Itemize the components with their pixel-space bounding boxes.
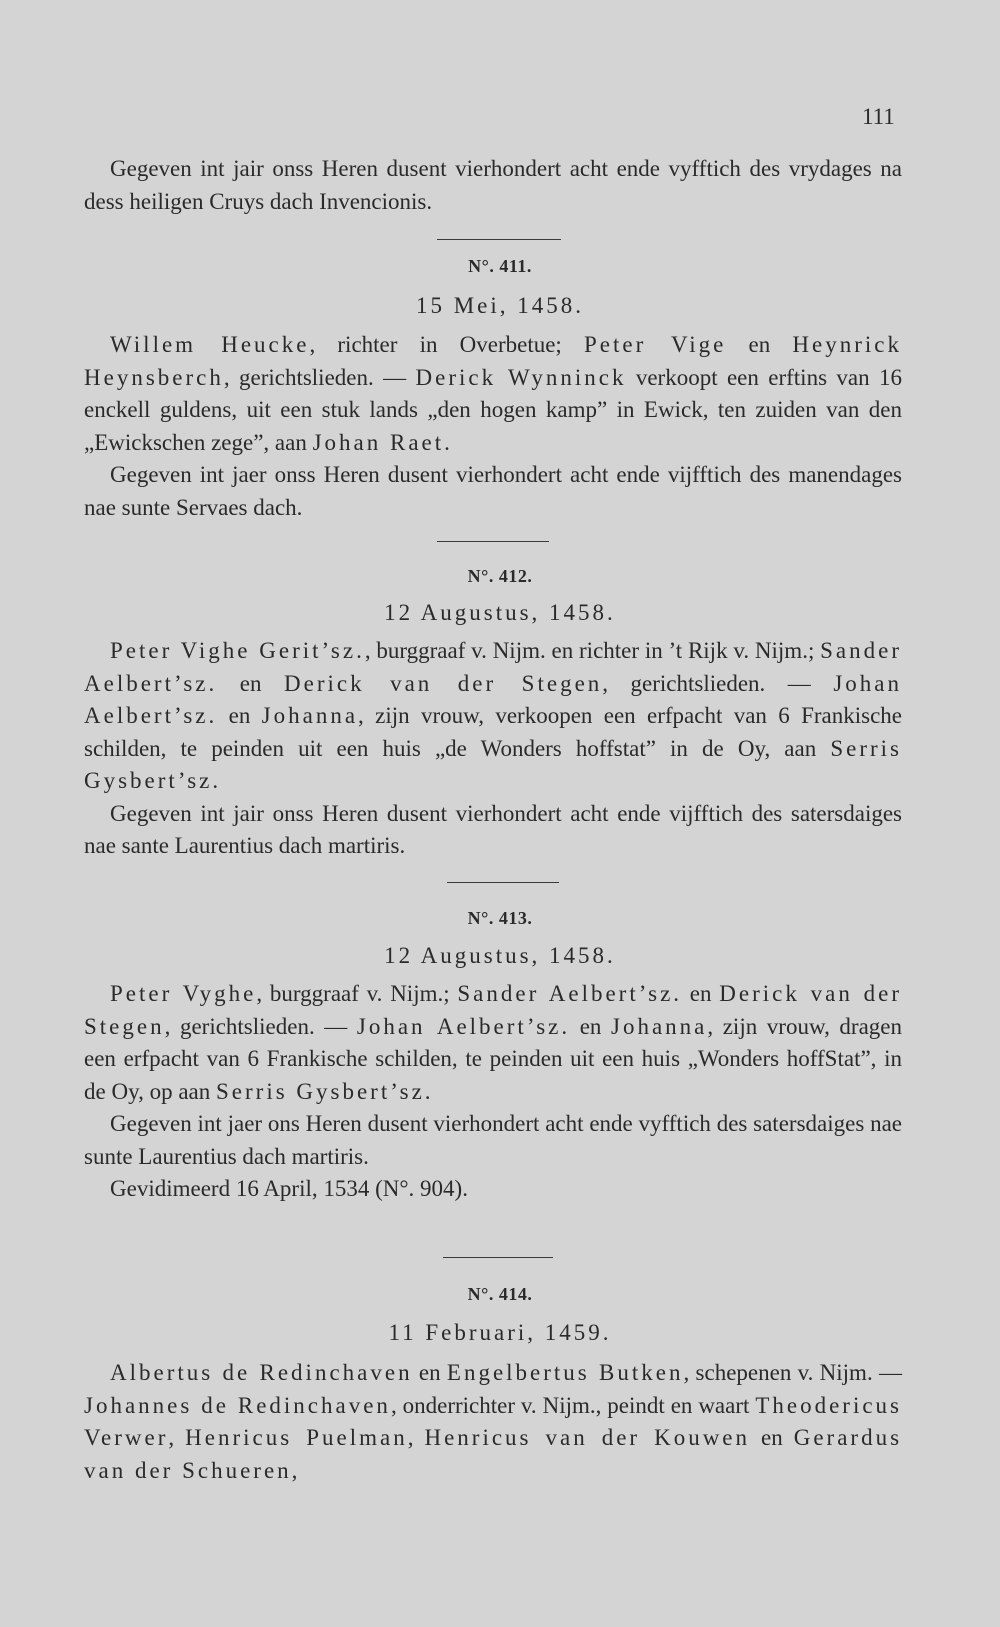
entry-body xyxy=(84,635,902,798)
body-text: en xyxy=(726,332,793,357)
entry-date: 11 Februari, 1459. xyxy=(388,1320,612,1345)
body-text: verkoopt een erftins van 16 enckell guldens, uit een stuk lands „den hogen kamp” in Ewick, ten zuiden van den „Ewickschen zege”, aan xyxy=(84,364,902,455)
person-name: Albertus de Redinchaven xyxy=(110,1360,413,1385)
person-name: Gerardus van der Schueren xyxy=(84,1425,903,1483)
entry-number: N°. 412. xyxy=(467,566,533,586)
entry-date: 15 Mei, 1458. xyxy=(415,293,585,318)
vidimus-text: Gevidimeerd 16 April, 1534 (N°. 904). xyxy=(110,1176,468,1201)
entry-414 xyxy=(84,1357,902,1487)
body-text: , xyxy=(291,1457,298,1483)
person-name: Johanna xyxy=(261,703,359,728)
separator-rule xyxy=(437,239,561,240)
entry-number: N°. 411. xyxy=(468,256,532,276)
entry-number: N°. 413. xyxy=(467,908,533,928)
person-name: Henricus Puelman xyxy=(185,1425,408,1450)
person-name: Peter Vige xyxy=(584,332,727,357)
person-name: Serris Gysbert’sz. xyxy=(216,1078,434,1104)
person-name: Peter Vyghe xyxy=(110,981,257,1006)
person-name: Johan Aelbert’sz. xyxy=(356,1013,571,1039)
entry-412 xyxy=(84,635,902,863)
body-text: , xyxy=(168,1425,186,1450)
body-text: , richter in Overbetue; xyxy=(309,332,584,357)
separator-rule xyxy=(447,882,559,883)
given-text: Gegeven int jair onss Heren dusent vierhondert acht ende vyfftich des vrydages na dess heiligen Cruys dach Invencionis. xyxy=(84,156,902,214)
body-text: , zijn vrouw, verkoopen een erfpacht van 6 Frankische schilden, te peinden uit een huis „de Wonders hoffstat” in de Oy, aan xyxy=(84,703,903,761)
entry-body xyxy=(84,329,902,459)
person-name: Johan Raet xyxy=(312,429,445,455)
person-name: Derick Wynninck xyxy=(415,364,627,390)
body-text: , onderrichter v. Nijm., peindt en waart xyxy=(390,1392,756,1418)
entry-number: N°. 414. xyxy=(467,1284,533,1304)
given-text: Gegeven int jaer onss Heren dusent vierhondert acht ende vijfftich des manendages nae sunte Servaes dach. xyxy=(84,462,902,520)
body-text: en xyxy=(217,703,262,728)
person-name: Johan Aelbert’sz. xyxy=(84,670,902,728)
person-name: Sander Aelbert’sz. xyxy=(84,638,903,696)
person-name: Derick van der Stegen xyxy=(84,981,902,1039)
body-text: , gerichtslieden. — xyxy=(602,670,834,696)
entry-413 xyxy=(84,978,902,1206)
entry-body xyxy=(84,978,902,1108)
person-name: Theodericus Verwer xyxy=(84,1392,902,1450)
person-name: Johannes de Redinchaven xyxy=(84,1392,391,1418)
given-text: Gegeven int jaer ons Heren dusent vierhondert acht ende vyfftich des satersdaiges nae sunte Laurentius dach martiris. xyxy=(84,1111,902,1169)
given-text: Gegeven int jair onss Heren dusent vierhondert acht ende vijfftich des satersdaiges nae sante Laurentius dach martiris. xyxy=(84,800,902,858)
body-text: , schepenen v. Nijm. — xyxy=(683,1360,902,1385)
person-name: Henricus van der Kouwen xyxy=(424,1425,751,1450)
body-text: , zijn vrouw, dragen een erfpacht van 6 Frankische schilden, te peinden uit een huis „Wonders hoffStat”, in de Oy, op aan xyxy=(84,1013,902,1104)
person-name: Derick van der Stegen xyxy=(284,670,603,696)
entry-date: 12 Augustus, 1458. xyxy=(384,600,616,625)
person-name: Engelbertus Butken xyxy=(446,1360,684,1385)
body-text: en xyxy=(750,1425,794,1450)
entry-date: 12 Augustus, 1458. xyxy=(384,943,616,968)
person-name: Heynrick Heynsberch xyxy=(84,332,902,390)
body-text: , gerichtslieden. — xyxy=(164,1013,357,1039)
body-text: en xyxy=(682,981,720,1006)
entry-body xyxy=(84,1357,902,1487)
separator-rule xyxy=(443,1257,553,1258)
entry-411 xyxy=(84,329,902,524)
body-text: en xyxy=(217,670,284,696)
separator-rule xyxy=(437,541,549,542)
body-text: , gerichtslieden. — xyxy=(223,364,416,390)
body-text: , burggraaf v. Nijm. en richter in ’t Rijk v. Nijm.; xyxy=(364,638,821,663)
body-text: , burggraaf v. Nijm.; xyxy=(256,981,458,1006)
person-name: Peter Vighe Gerit’sz. xyxy=(110,638,365,663)
person-name: Johanna xyxy=(611,1013,708,1039)
person-name: Serris Gysbert’sz. xyxy=(84,735,902,793)
intro-paragraph xyxy=(84,153,902,218)
body-text: en xyxy=(570,1013,612,1039)
body-text: en xyxy=(412,1360,447,1385)
body-text: , xyxy=(407,1425,425,1450)
person-name: Willem Heucke xyxy=(110,332,310,357)
page-number: 111 xyxy=(862,104,895,129)
person-name: Sander Aelbert’sz. xyxy=(457,981,683,1006)
body-text: . xyxy=(444,429,450,455)
